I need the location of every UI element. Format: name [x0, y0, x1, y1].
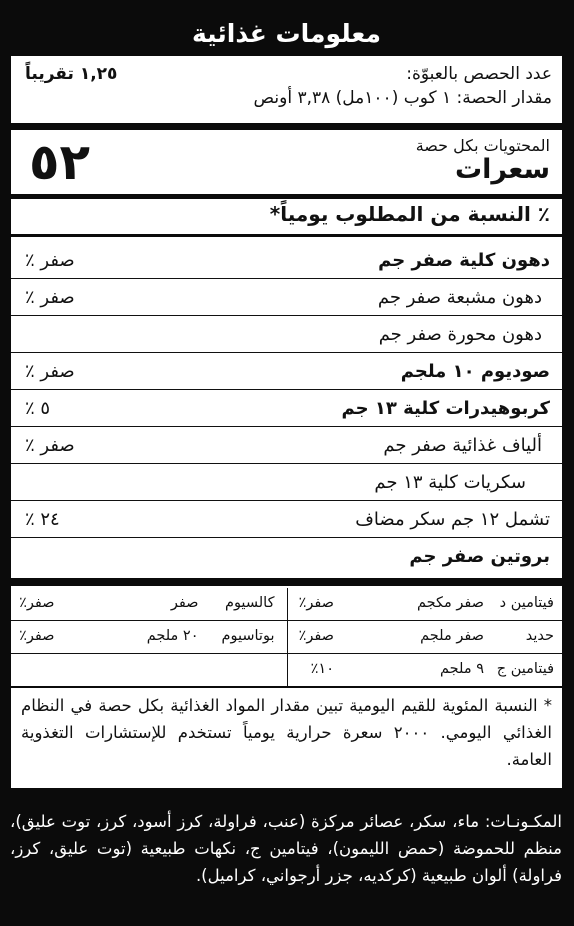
nutrient-daily-value: صفر ٪ [25, 360, 75, 382]
vitamin-name: كالسيوم [224, 595, 275, 611]
nutrient-row [11, 242, 562, 279]
vitamin-amount: ٢٠ ملجم [146, 628, 199, 644]
nutrient-name: ألياف غذائية صفر جم [383, 434, 542, 456]
serving-size: مقدار الحصة: ١ كوب (١٠٠مل) ٣,٣٨ أونص [253, 88, 552, 108]
nutrient-name: تشمل ١٢ جم سكر مضاف [355, 508, 550, 530]
vitamin-daily-value: صفر٪ [19, 628, 55, 644]
nutrient-name: دهون مشبعة صفر جم [377, 286, 542, 308]
nutrient-row [11, 353, 562, 390]
vitamins-minerals-grid [11, 588, 562, 686]
vitamin-name: فيتامين ج [496, 661, 554, 677]
nutrient-name: دهون محورة صفر جم [378, 323, 542, 345]
thick-divider-vitamins [11, 578, 562, 586]
vitamin-row [11, 588, 562, 621]
ingredients-text: المكـونـات: ماء، سكر، عصائر مركزة (عنب، فراولة، كرز أسود، كرز، توت عليق)، منظم للحموضة (حمض الليمون)، فيتامين ج، نكهات طبيعية (توت عليق، كرز، فراولة) ألوان طبيعية (كركديه، جزر أرجواني، كراميل). [10, 812, 562, 885]
vitamin-amount: صفر ملجم [420, 628, 484, 644]
servings-per-container-label: عدد الحصص بالعبوّة: [406, 64, 552, 84]
nutrient-row [11, 464, 562, 501]
calories-label: سعرات [455, 154, 550, 185]
nutrient-name: بروتين صفر جم [409, 545, 550, 567]
daily-value-header: ٪ النسبة من المطلوب يومياً* [269, 202, 550, 226]
vitamin-daily-value: صفر٪ [298, 628, 334, 644]
nutrient-daily-value: صفر ٪ [25, 249, 75, 271]
vitamin-amount: صفر [170, 595, 199, 611]
nutrient-name: سكريات كلية ١٣ جم [374, 471, 526, 493]
nutrient-row [11, 390, 562, 427]
nutrient-rows [11, 242, 562, 574]
vitamin-amount: ٩ ملجم [440, 661, 484, 677]
nutrient-name: دهون كلية صفر جم [378, 249, 550, 271]
vitamin-daily-value: صفر٪ [19, 595, 55, 611]
nutrient-daily-value: ٥ ٪ [25, 397, 51, 419]
vitamin-row [11, 654, 562, 686]
servings-per-container-value: ١,٢٥ تقريباً [25, 64, 118, 84]
vitamin-daily-value: صفر٪ [298, 595, 334, 611]
vitamin-cell [11, 621, 287, 653]
vitamin-cell [11, 654, 287, 686]
vitamin-amount: صفر مكجم [416, 595, 484, 611]
nutrient-row [11, 316, 562, 353]
vitamin-cell [287, 621, 563, 653]
nutrition-facts-title: معلومات غذائية [11, 10, 562, 56]
nutrient-row [11, 427, 562, 464]
vitamin-daily-value: ١٠٪ [310, 661, 334, 677]
nutrient-daily-value: ٢٤ ٪ [25, 508, 60, 530]
calories-section [11, 130, 562, 192]
nutrient-daily-value: صفر ٪ [25, 434, 75, 456]
medium-divider [11, 194, 562, 199]
vitamin-row [11, 621, 562, 654]
nutrient-row [11, 538, 562, 574]
nutrition-facts-panel [11, 10, 562, 788]
vitamin-name: بوتاسيوم [221, 628, 275, 644]
nutrient-name: صوديوم ١٠ ملجم [400, 360, 550, 382]
thin-divider [11, 234, 562, 237]
daily-value-footnote: * النسبة المئوية للقيم اليومية تبين مقدار المواد الغذائية بكل حصة في النظام الغذائي اليومي. ٢٠٠٠ سعرة حرارية يومياً تستخدم للإستشارات التغذوية العامة. [21, 696, 552, 769]
nutrient-daily-value: صفر ٪ [25, 286, 75, 308]
nutrient-name: كربوهيدرات كلية ١٣ جم [341, 397, 550, 419]
servings-section [11, 64, 562, 122]
vitamin-cell [11, 588, 287, 620]
footnote-divider [11, 686, 562, 688]
thick-divider [11, 123, 562, 130]
nutrient-row [11, 501, 562, 538]
vitamin-name: حديد [525, 628, 554, 644]
vitamin-cell [287, 588, 563, 620]
vitamin-cell [287, 654, 563, 686]
vitamin-name: فيتامين د [499, 595, 554, 611]
nutrient-row [11, 279, 562, 316]
amount-per-serving-label: المحتويات بكل حصة [415, 136, 550, 155]
calories-value: ٥٢ [29, 133, 91, 191]
